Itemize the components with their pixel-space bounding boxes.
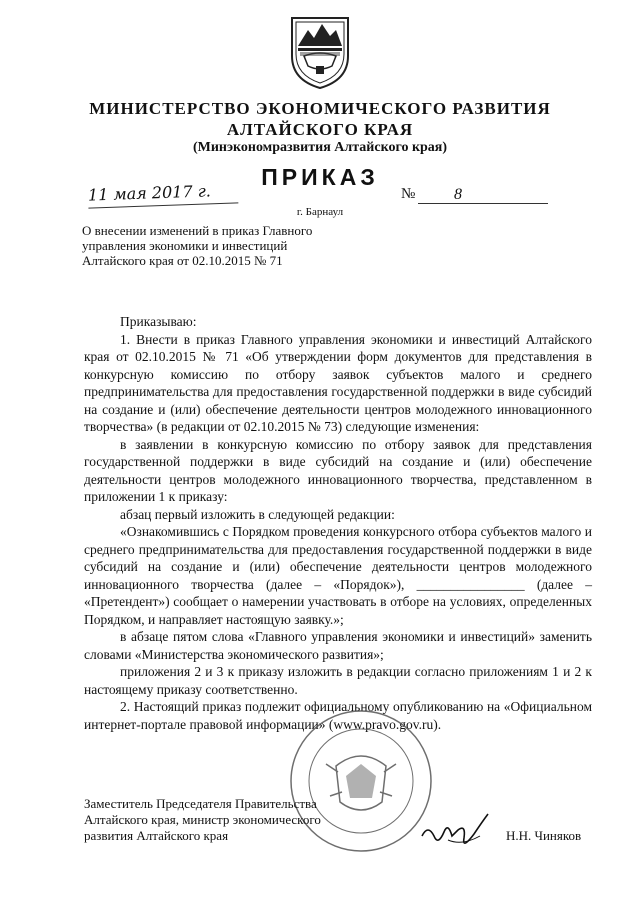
- body-paragraph: в заявлении в конкурсную комиссию по отбору заявок для представления государственной поддержки в виде субсидий на создание и (или) обеспечение деятельности центров молодежного инновационного творчества, представленном в приложении 1 к приказу:: [84, 436, 592, 504]
- city-label: г. Барнаул: [296, 206, 344, 218]
- document-number: 8: [418, 186, 548, 204]
- body-paragraph: абзац первый изложить в следующей редакции:: [120, 506, 395, 522]
- document-body: [84, 313, 592, 733]
- signatory-title-line2: Алтайского края, министр экономического: [84, 812, 321, 827]
- handwritten-signature: [418, 806, 498, 856]
- signatory-name: Н.Н. Чиняков: [506, 828, 582, 843]
- body-paragraph: «Ознакомившись с Порядком проведения конкурсного отбора субъектов малого и среднего предпринимательства для предоставления государственной поддержки в виде субсидий на создание и (или) обеспечение деятельности центров молодежного инновационного творчества (далее – «Порядок»), ________________ (далее – «Претендент») сообщает о намерении участвовать в отборе на условиях, определенных Порядком, и направляет настоящую заявку.»;: [84, 524, 592, 627]
- body-paragraph: приложения 2 и 3 к приказу изложить в редакции согласно приложениям 1 и 2 к настоящему приказу соответственно.: [84, 664, 592, 697]
- number-label: №: [401, 186, 416, 202]
- ministry-name-line1: МИНИСТЕРСТВО ЭКОНОМИЧЕСКОГО РАЗВИТИЯ: [89, 99, 551, 118]
- ministry-name-line2: АЛТАЙСКОГО КРАЯ: [226, 120, 414, 139]
- document-type-title: ПРИКАЗ: [261, 164, 379, 190]
- ministry-short-name: (Минэкономразвития Алтайского края): [192, 140, 448, 155]
- handwritten-date: 11 мая 2017 г.: [88, 180, 239, 208]
- body-paragraph: в абзаце пятом слова «Главного управления экономики и инвестиций» заменить словами «Министерства экономического развития»;: [84, 629, 592, 662]
- body-paragraph: 2. Настоящий приказ подлежит официальному опубликованию на «Официальном интернет-портале правовой информации» (www.pravo.gov.ru).: [84, 699, 592, 732]
- signatory-title-line1: Заместитель Председателя Правительства: [84, 796, 317, 811]
- coat-of-arms-emblem: [284, 12, 356, 90]
- body-paragraph: 1. Внести в приказ Главного управления экономики и инвестиций Алтайского края от 02.10.2015 № 71 «Об утверждении форм документов для представления в конкурсную комиссию по отбору заявок субъектов малого и среднего предпринимательства для предоставления государственной поддержки в виде субсидий на создание и (или) обеспечение деятельности центров молодежного инновационного творчества» (в редакции от 02.10.2015 № 73) следующие изменения:: [84, 331, 592, 434]
- body-paragraph: Приказываю:: [120, 314, 197, 329]
- document-subject: О внесении изменений в приказ Главного управления экономики и инвестиций Алтайского края от 02.10.2015 № 71: [82, 223, 313, 268]
- signatory-title-line3: развития Алтайского края: [84, 828, 229, 843]
- signatory-title: [84, 796, 384, 844]
